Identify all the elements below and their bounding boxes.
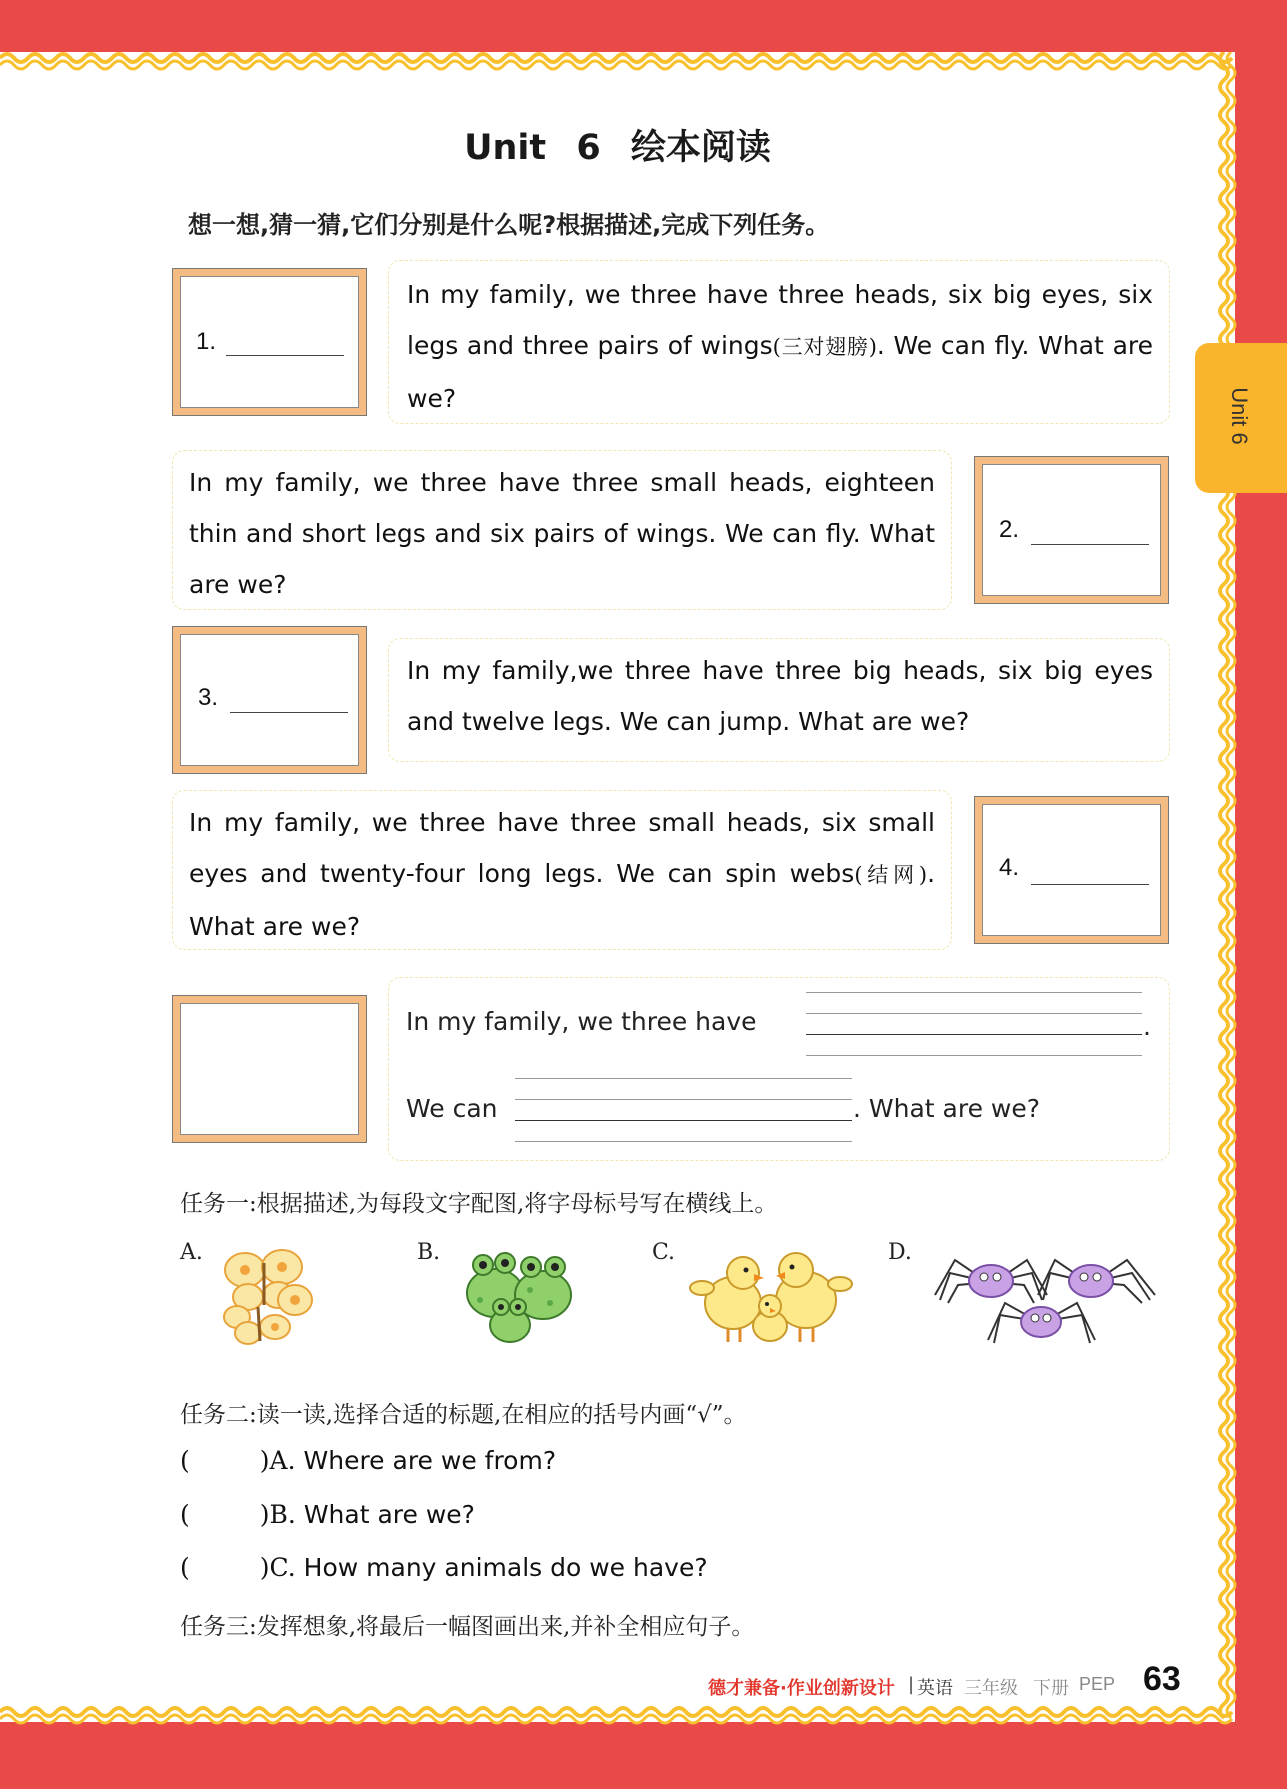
guide-line — [806, 992, 1142, 993]
riddle-text-4: In my family, we three have three small heads, six small eyes and twenty-four long legs. We can spin webs(结网). What are we? — [189, 808, 936, 941]
footer-edition: PEP — [1079, 1674, 1116, 1694]
riddle-text-3: In my family,we three have three big heads, six big eyes and twelve legs. We can jump. What are we? — [407, 656, 1153, 736]
fill-in-blank-1[interactable] — [806, 1034, 1142, 1035]
riddle-text-1: In my family, we three have three heads, six big eyes, six legs and three pairs of wings(三对翅膀). We can fly. What are we? — [407, 280, 1154, 413]
choice-c[interactable]: ( )C. How many animals do we have? — [180, 1553, 708, 1582]
footer-series: 德才兼备·作业创新设计 — [708, 1678, 895, 1699]
fill-in-line2-prefix: We can — [406, 1094, 498, 1123]
wavy-border-top — [0, 44, 1235, 74]
frogs-icon — [455, 1245, 580, 1350]
fill-in-line1-period: . — [1143, 1012, 1151, 1041]
answer-number-1: 1. — [196, 328, 217, 355]
footer-grade: 三年级 — [964, 1678, 1018, 1699]
unit-side-tab-label: Unit 6 — [1227, 387, 1252, 445]
riddle-text-2: In my family, we three have three small heads, eighteen thin and short legs and six pairs of wings. We can fly. What are we? — [189, 468, 935, 599]
fill-in-line1-prefix: In my family, we three have — [406, 1007, 757, 1036]
guide-line — [515, 1099, 852, 1100]
guide-line — [806, 1013, 1142, 1014]
spiders-icon — [930, 1255, 1165, 1345]
choice-a[interactable]: ( )A. Where are we from? — [180, 1446, 557, 1475]
butterflies-icon — [210, 1245, 320, 1350]
fill-in-box — [388, 977, 1170, 1161]
footer-separator: | — [908, 1674, 915, 1695]
wavy-border-bottom — [0, 1702, 1235, 1732]
option-d-label: D. — [888, 1240, 912, 1265]
fill-in-line2-suffix: . What are we? — [853, 1094, 1040, 1123]
riddle-text-box-1 — [388, 260, 1170, 424]
instruction-text: 想一想,猜一猜,它们分别是什么呢?根据描述,完成下列任务。 — [188, 211, 830, 239]
answer-blank-3[interactable] — [230, 712, 348, 713]
option-b-label: B. — [417, 1240, 441, 1265]
answer-blank-4[interactable] — [1031, 884, 1149, 885]
answer-number-3: 3. — [198, 684, 219, 711]
footer-subject: 英语 — [917, 1678, 953, 1699]
option-a-label: A. — [180, 1240, 203, 1265]
guide-line — [515, 1141, 852, 1142]
chicks-icon — [688, 1248, 853, 1348]
drawing-frame[interactable] — [172, 995, 367, 1143]
guide-line — [515, 1078, 852, 1079]
wavy-border-right — [1214, 52, 1238, 1722]
answer-blank-2[interactable] — [1031, 544, 1149, 545]
task3-instruction: 任务三:发挥想象,将最后一幅图画出来,并补全相应句子。 — [180, 1614, 755, 1640]
choice-b[interactable]: ( )B. What are we? — [180, 1500, 475, 1529]
task2-instruction: 任务二:读一读,选择合适的标题,在相应的括号内画“√”。 — [180, 1402, 747, 1428]
page-title: Unit 6 绘本阅读 — [464, 128, 771, 168]
task1-instruction: 任务一:根据描述,为每段文字配图,将字母标号写在横线上。 — [180, 1191, 778, 1217]
riddle-text-box-4 — [172, 790, 952, 950]
answer-number-4: 4. — [999, 854, 1020, 881]
riddle-text-box-3 — [388, 638, 1170, 762]
footer-term: 下册 — [1033, 1678, 1069, 1699]
guide-line — [806, 1055, 1142, 1056]
riddle-text-box-2 — [172, 450, 952, 610]
page-number: 63 — [1143, 1660, 1181, 1698]
option-c-label: C. — [652, 1240, 676, 1265]
answer-blank-1[interactable] — [226, 355, 344, 356]
answer-number-2: 2. — [999, 516, 1020, 543]
fill-in-blank-2[interactable] — [515, 1120, 852, 1121]
